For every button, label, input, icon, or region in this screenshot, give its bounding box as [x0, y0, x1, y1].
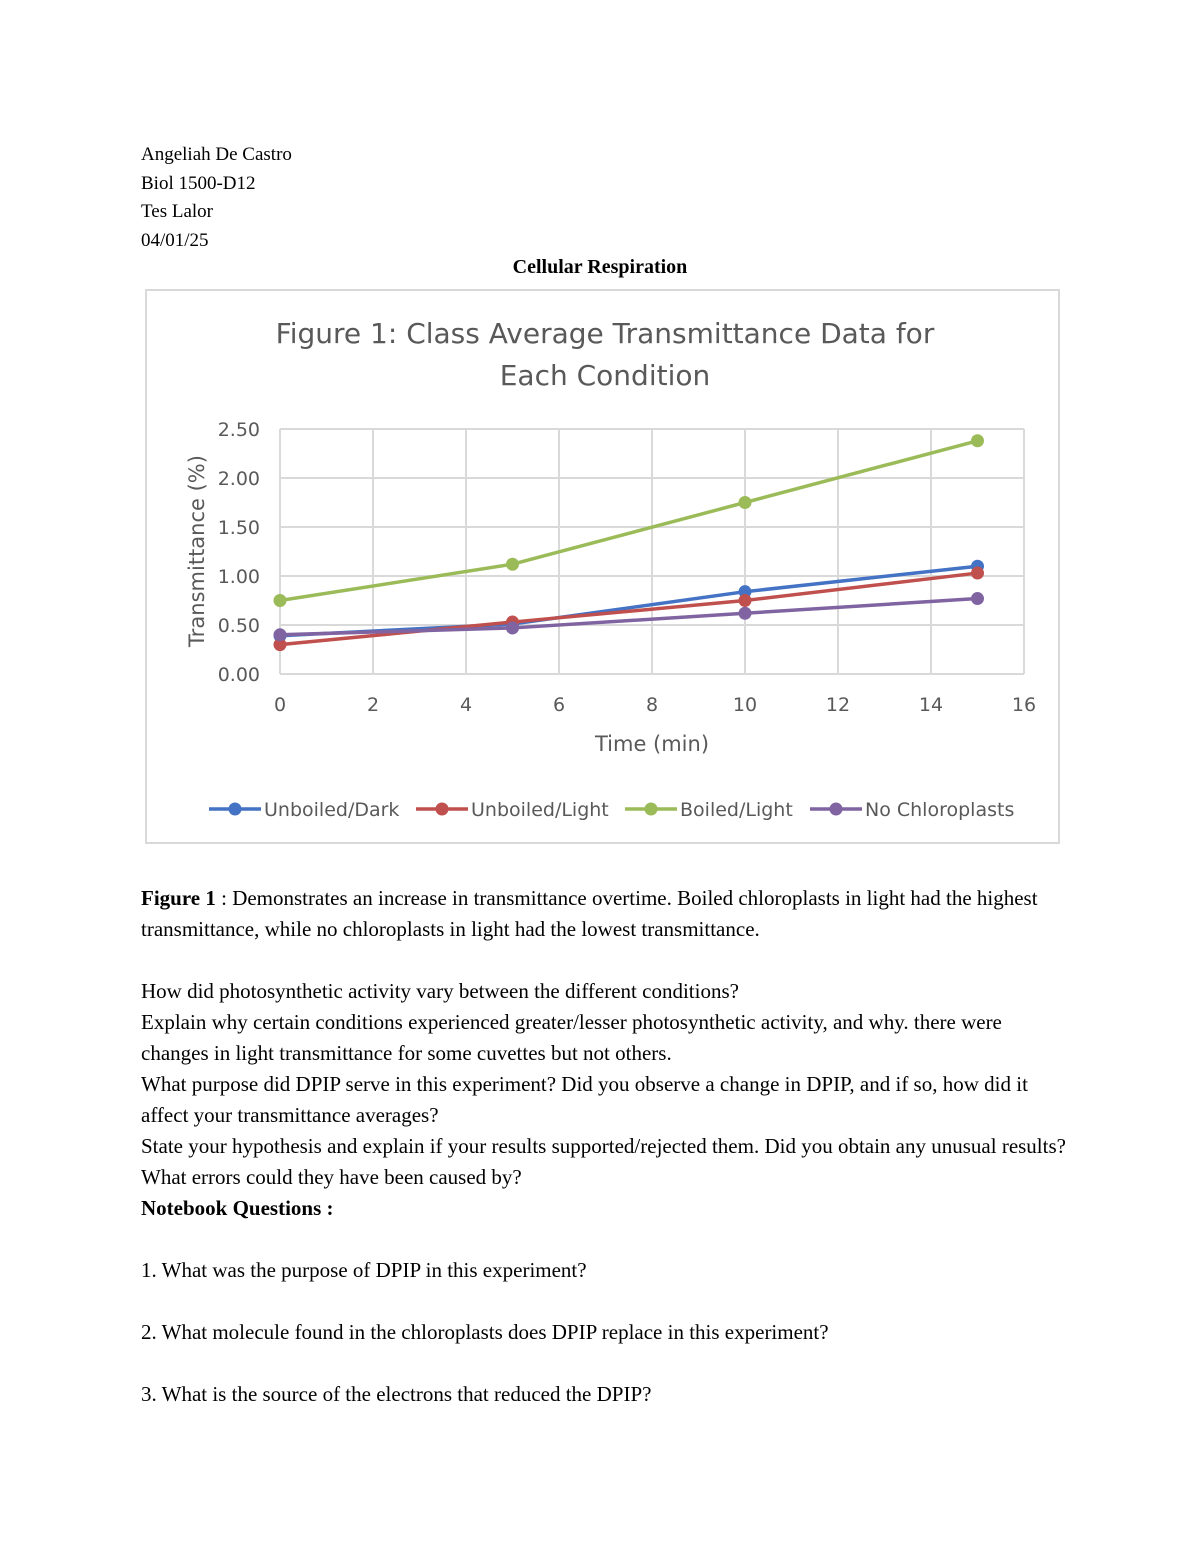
legend-swatch-marker-2: [645, 803, 658, 816]
document-title: Cellular Respiration: [512, 256, 688, 278]
x-tick-label: 8: [645, 694, 659, 716]
chart-legend: [209, 799, 1014, 821]
prompt-3: What purpose did DPIP serve in this experiment? Did you observe a change in DPIP, and if so, how did it affect your transmittance averages?: [141, 1072, 1028, 1127]
data-point-3-1: [506, 621, 519, 634]
caption-text: : Demonstrates an increase in transmittance overtime. Boiled chloroplasts in light had the highest transmittance, while no chloroplasts in light had the lowest transmittance.: [141, 886, 1038, 941]
chart-series: [274, 434, 985, 651]
y-tick-label: 1.50: [217, 517, 260, 539]
data-point-1-2: [739, 594, 752, 607]
notebook-question-2: 2. What molecule found in the chloroplasts does DPIP replace in this experiment?: [141, 1320, 829, 1344]
y-tick-label: 0.00: [217, 664, 260, 686]
y-axis-label: Transmittance (%): [185, 455, 209, 647]
chart-title-line2: Each Condition: [499, 359, 711, 392]
data-point-3-0: [274, 628, 287, 641]
y-tick-label: 2.50: [217, 419, 260, 441]
notebook-question-1: 1. What was the purpose of DPIP in this experiment?: [141, 1258, 587, 1282]
body-text: [141, 883, 1071, 1410]
legend-label-0: Unboiled/Dark: [264, 799, 400, 821]
x-axis-label: Time (min): [594, 732, 710, 756]
data-point-3-3: [971, 592, 984, 605]
chart-axes: [218, 419, 1036, 716]
data-point-2-3: [971, 434, 984, 447]
chart-title-line1: Figure 1: Class Average Transmittance Data for: [275, 317, 935, 350]
x-tick-label: 0: [273, 694, 287, 716]
chart-svg: [147, 291, 1058, 842]
instructor-name: Tes Lalor: [141, 201, 214, 223]
y-tick-label: 0.50: [217, 615, 260, 637]
prompt-1: How did photosynthetic activity vary between the different conditions?: [141, 979, 739, 1003]
y-tick-label: 2.00: [217, 468, 260, 490]
report-date: 04/01/25: [141, 230, 209, 252]
legend-swatch-marker-1: [436, 803, 449, 816]
y-tick-label: 1.00: [217, 566, 260, 588]
data-point-1-3: [971, 567, 984, 580]
data-point-2-2: [739, 496, 752, 509]
legend-label-1: Unboiled/Light: [471, 799, 609, 821]
legend-swatch-marker-3: [830, 803, 843, 816]
chart-grid: [280, 429, 1024, 674]
prompt-4: State your hypothesis and explain if your results supported/rejected them. Did you obtain any unusual results? What errors could they have been caused by?: [141, 1134, 1066, 1189]
notebook-heading: [141, 1193, 1071, 1224]
legend-label-3: No Chloroplasts: [865, 799, 1015, 821]
chart-container: [145, 289, 1060, 844]
header-block: [141, 141, 292, 256]
x-tick-label: 12: [825, 694, 851, 716]
x-tick-label: 4: [459, 694, 473, 716]
course-code: Biol 1500-D12: [141, 172, 256, 194]
x-tick-label: 6: [552, 694, 566, 716]
student-name: Angeliah De Castro: [141, 144, 292, 165]
x-tick-label: 16: [1011, 694, 1037, 716]
data-point-2-1: [506, 558, 519, 571]
prompt-2: Explain why certain conditions experienced greater/lesser photosynthetic activity, and why. there were changes in light transmittance for some cuvettes but not others.: [141, 1010, 1002, 1065]
figure-caption: [141, 883, 1071, 945]
data-point-2-0: [274, 594, 287, 607]
x-tick-label: 10: [732, 694, 758, 716]
notebook-heading-text: Notebook Questions :: [141, 1196, 334, 1220]
legend-swatch-marker-0: [229, 803, 242, 816]
data-point-3-2: [739, 607, 752, 620]
x-tick-label: 14: [918, 694, 944, 716]
x-tick-label: 2: [366, 694, 380, 716]
notebook-question-3: 3. What is the source of the electrons that reduced the DPIP?: [141, 1382, 652, 1406]
caption-label: Figure 1: [141, 886, 216, 910]
legend-label-2: Boiled/Light: [680, 799, 793, 821]
